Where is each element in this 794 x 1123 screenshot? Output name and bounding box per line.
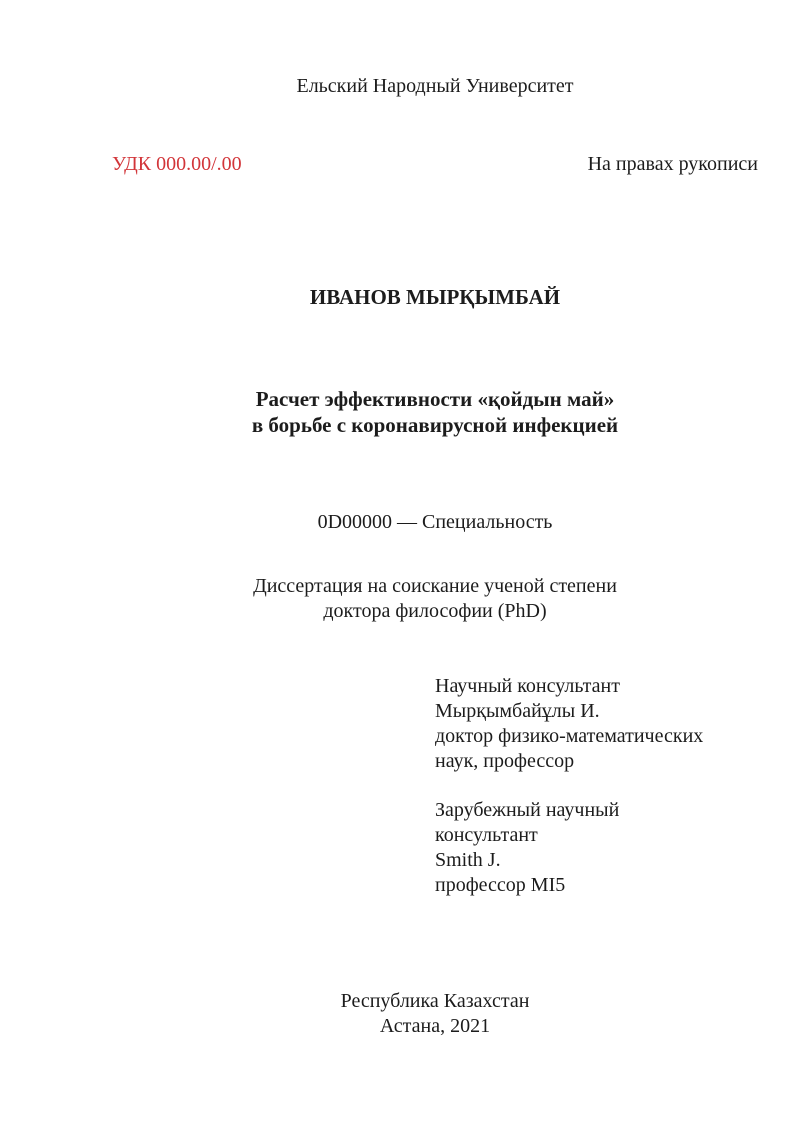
- foreign-supervisor-line: Зарубежный научный: [435, 799, 620, 821]
- degree-line-2: доктора философии (PhD): [323, 600, 547, 622]
- title-line-2: в борьбе с коронавирусной инфекцией: [251, 413, 619, 437]
- degree-statement: [112, 574, 758, 624]
- manuscript-note: На правах рукописи: [587, 153, 758, 175]
- foreign-supervisor-line: профессор MI5: [435, 874, 566, 896]
- udc-code: УДК 000.00/.00: [112, 153, 242, 175]
- title-line-1: Расчет эффективности «қойдын май»: [255, 387, 615, 411]
- country-line: Республика Казахстан: [340, 990, 530, 1012]
- supervisor-line: наук, профессор: [435, 750, 575, 772]
- foreign-supervisor-block: [435, 798, 735, 898]
- supervisor-line: Мырқымбайұлы И.: [435, 700, 600, 722]
- author-name: ИВАНОВ МЫРҚЫМБАЙ: [309, 285, 561, 309]
- specialty-code: 0D00000 — Специальность: [317, 511, 553, 533]
- supervisor-line: доктор физико-математических: [435, 725, 704, 747]
- supervisor-line: Научный консультант: [435, 675, 620, 697]
- city-year-line: Астана, 2021: [379, 1015, 491, 1037]
- foreign-supervisor-line: консультант: [435, 824, 538, 846]
- supervisor-block: [435, 674, 735, 774]
- udk-row: [112, 152, 758, 177]
- foreign-supervisor-line: Smith J.: [435, 849, 501, 871]
- footer-block: [112, 989, 758, 1039]
- degree-line-1: Диссертация на соискание ученой степени: [253, 575, 617, 597]
- university-name: Ельский Народный Университет: [296, 75, 574, 97]
- dissertation-title: [112, 386, 758, 438]
